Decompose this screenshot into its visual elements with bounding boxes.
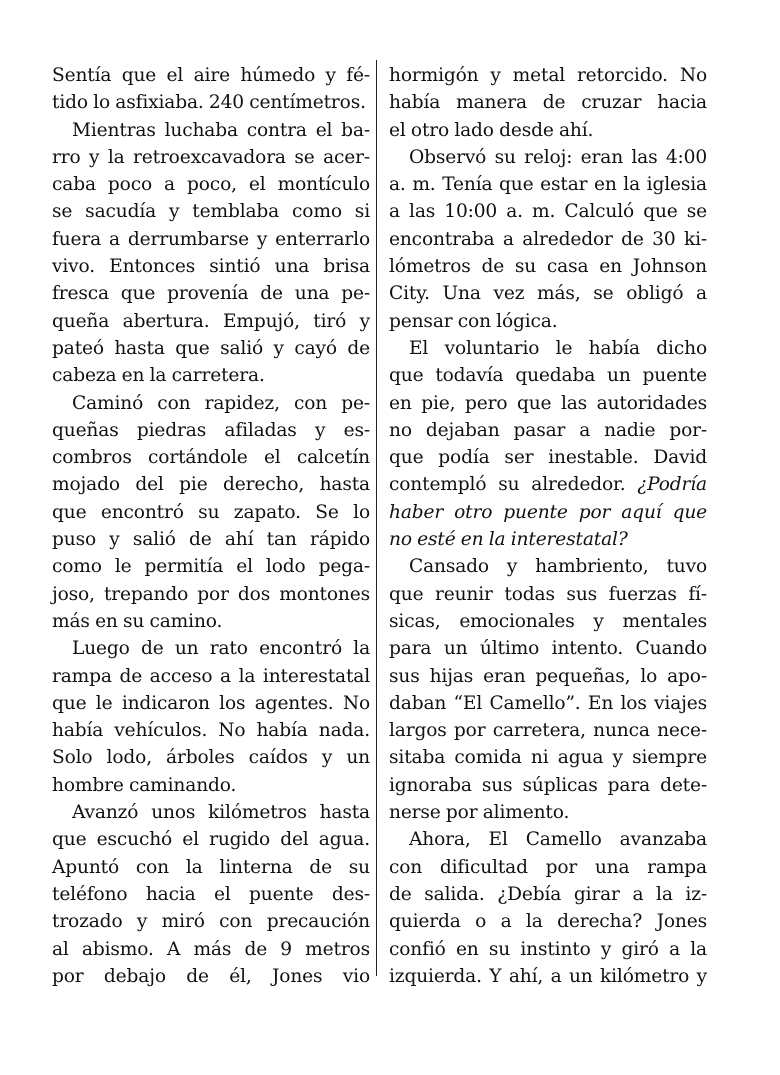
text-line-content: teléfono hacia el puente des- xyxy=(52,883,370,905)
text-line-content: para un último intento. Cuando xyxy=(389,638,707,660)
text-line xyxy=(52,471,370,498)
text-line-content: Luego de un rato encontró la xyxy=(72,638,370,660)
text-line-content: confió en su instinto y giró a la xyxy=(389,938,707,960)
text-line xyxy=(52,171,370,198)
text-line xyxy=(389,198,707,225)
text-line-content: largos por carretera, nunca nece- xyxy=(389,720,707,742)
text-line-content: joso, trepando por dos montones xyxy=(52,583,370,605)
left-text-column xyxy=(52,62,370,990)
text-line xyxy=(52,635,370,662)
text-line xyxy=(52,908,370,935)
text-line xyxy=(52,854,370,881)
text-line-content: se sacudía y temblaba como si xyxy=(52,201,370,223)
text-line-content: que escuchó el rugido del agua. xyxy=(52,829,370,851)
text-line-content: Apuntó con la linterna de su xyxy=(52,856,370,878)
text-line xyxy=(52,936,370,963)
text-line xyxy=(389,226,707,253)
text-line-content: había manera de cruzar hacia xyxy=(389,92,707,114)
text-line-content: por debajo de él, Jones vio xyxy=(52,965,370,987)
text-line-content: Cansado y hambriento, tuvo xyxy=(409,556,707,578)
text-line-content: que reunir todas sus fuerzas fí- xyxy=(389,583,707,605)
text-line xyxy=(52,526,370,553)
text-line xyxy=(52,226,370,253)
text-line xyxy=(389,908,707,935)
text-line-content: fresca que provenía de una pe- xyxy=(52,283,370,305)
text-line-content: rampa de acceso a la interestatal xyxy=(52,665,370,687)
text-line-content: encontraba a alrededor de 30 ki- xyxy=(389,228,707,250)
text-line xyxy=(389,826,707,853)
text-line xyxy=(52,744,370,771)
text-line xyxy=(52,117,370,144)
text-line xyxy=(389,499,707,526)
text-line xyxy=(52,417,370,444)
text-line-content: con dificultad por una rampa xyxy=(389,856,707,878)
text-line xyxy=(52,608,370,635)
text-line xyxy=(389,144,707,171)
text-line-content: hormigón y metal retorcido. No xyxy=(389,65,707,86)
text-line xyxy=(389,444,707,471)
text-line xyxy=(389,635,707,662)
text-line-content: puso y salió de ahí tan rápido xyxy=(52,529,370,551)
text-line xyxy=(389,663,707,690)
text-line-content: vivo. Entonces sintió una brisa xyxy=(52,256,370,278)
text-line xyxy=(389,854,707,881)
text-line-content: sitaba comida ni agua y siempre xyxy=(389,747,707,769)
text-line xyxy=(389,936,707,963)
text-line-content: quierda o a la derecha? Jones xyxy=(389,911,707,933)
text-line-content: ignoraba sus súplicas para dete- xyxy=(389,774,707,796)
text-line xyxy=(389,362,707,389)
text-line-content: no dejaban pasar a nadie por- xyxy=(389,419,707,441)
text-line xyxy=(52,144,370,171)
text-line-content: Solo lodo, árboles caídos y un xyxy=(52,747,370,769)
text-line-content: combros cortándole el calcetín xyxy=(52,447,370,469)
text-line-content: sicas, emocionales y mentales xyxy=(389,610,707,632)
text-line-content: daban “El Camello”. En los viajes xyxy=(389,692,707,714)
text-line-content: de salida. ¿Debía girar a la iz- xyxy=(389,883,707,905)
italic-text: ¿Podría xyxy=(637,474,707,496)
text-line xyxy=(389,608,707,635)
text-line-content: que encontró su zapato. Se lo xyxy=(52,501,370,523)
text-line-content: nerse por alimento. xyxy=(389,802,570,824)
text-line xyxy=(389,690,707,717)
text-line-content: lómetros de su casa en Johnson xyxy=(389,256,707,278)
text-line xyxy=(389,417,707,444)
text-line xyxy=(52,444,370,471)
text-line-content: más en su camino. xyxy=(52,610,223,632)
text-line-content: cabeza en la carretera. xyxy=(52,365,265,387)
text-line-content: izquierda. Y ahí, a un kilómetro y xyxy=(389,965,707,987)
text-line xyxy=(52,553,370,580)
text-line xyxy=(52,799,370,826)
text-line xyxy=(52,198,370,225)
text-line xyxy=(52,717,370,744)
text-line-content: pateó hasta que salió y cayó de xyxy=(52,337,370,359)
text-line xyxy=(52,663,370,690)
text-line xyxy=(52,963,370,990)
text-line xyxy=(389,308,707,335)
text-line-content: queña abertura. Empujó, tiró y xyxy=(52,310,370,332)
text-line-content: había vehículos. No había nada. xyxy=(52,720,370,742)
text-line-content: que todavía quedaba un puente xyxy=(389,365,707,387)
text-line-content: sus hijas eran pequeñas, lo apo- xyxy=(389,665,707,687)
text-line xyxy=(52,499,370,526)
text-line-content: Caminó con rapidez, con pe- xyxy=(72,392,370,414)
italic-text: haber otro puente por aquí que xyxy=(389,501,707,523)
text-line xyxy=(389,89,707,116)
text-line xyxy=(389,717,707,744)
text-line xyxy=(52,881,370,908)
text-line-content: el otro lado desde ahí. xyxy=(389,119,594,141)
text-line-content: Mientras luchaba contra el ba- xyxy=(72,119,370,141)
text-line-content: Ahora, El Camello avanzaba xyxy=(409,829,707,851)
text-line xyxy=(389,581,707,608)
text-line xyxy=(389,280,707,307)
text-line-content: El voluntario le había dicho xyxy=(409,337,707,359)
text-line xyxy=(389,471,707,498)
text-line xyxy=(389,390,707,417)
text-line-content: Sentía que el aire húmedo y fé- xyxy=(52,65,370,86)
text-line xyxy=(389,963,707,990)
text-line xyxy=(52,280,370,307)
text-line xyxy=(389,171,707,198)
text-line-content: contempló su alrededor. xyxy=(389,474,638,496)
text-line-content: hombre caminando. xyxy=(52,774,237,796)
text-line-content: fuera a derrumbarse y enterrarlo xyxy=(52,228,370,250)
text-line-content: queñas piedras afiladas y es- xyxy=(52,419,370,441)
text-line-content: Avanzó unos kilómetros hasta xyxy=(72,802,370,824)
text-line-content: al abismo. A más de 9 metros xyxy=(52,938,370,960)
text-line xyxy=(389,117,707,144)
text-line xyxy=(52,690,370,717)
text-line-content: a. m. Tenía que estar en la iglesia xyxy=(389,174,707,196)
text-line-content: tido lo asfixiaba. 240 centímetros. xyxy=(52,92,366,114)
text-line-content: rro y la retroexcavadora se acer- xyxy=(52,146,370,168)
text-line xyxy=(389,253,707,280)
text-line xyxy=(52,89,370,116)
text-line xyxy=(389,881,707,908)
text-line xyxy=(52,362,370,389)
text-line xyxy=(389,772,707,799)
text-line-content: caba poco a poco, el montículo xyxy=(52,174,370,196)
text-line-content: pensar con lógica. xyxy=(389,310,558,332)
text-line xyxy=(389,526,707,553)
text-line xyxy=(389,335,707,362)
text-line-content: en pie, pero que las autoridades xyxy=(389,392,707,414)
text-line-content: mojado del pie derecho, hasta xyxy=(52,474,370,496)
text-line xyxy=(389,744,707,771)
text-line xyxy=(52,581,370,608)
text-line-content: Observó su reloj: eran las 4:00 xyxy=(409,146,707,168)
text-line xyxy=(389,799,707,826)
text-line xyxy=(52,62,370,89)
italic-text: no esté en la interestatal? xyxy=(389,529,628,551)
text-line-content: trozado y miró con precaución xyxy=(52,911,370,933)
text-line xyxy=(389,553,707,580)
text-line xyxy=(52,335,370,362)
text-line xyxy=(52,253,370,280)
text-line xyxy=(52,826,370,853)
right-text-column xyxy=(389,62,707,990)
text-line-content: que le indicaron los agentes. No xyxy=(52,692,370,714)
text-line xyxy=(389,62,707,89)
text-line-content: City. Una vez más, se obligó a xyxy=(389,283,707,305)
text-line xyxy=(52,772,370,799)
text-line-content: a las 10:00 a. m. Calculó que se xyxy=(389,201,707,223)
text-line-content: que podía ser inestable. David xyxy=(389,447,707,469)
column-divider xyxy=(376,60,377,976)
text-line xyxy=(52,308,370,335)
text-line-content: como le permitía el lodo pega- xyxy=(52,556,370,578)
text-line xyxy=(52,390,370,417)
